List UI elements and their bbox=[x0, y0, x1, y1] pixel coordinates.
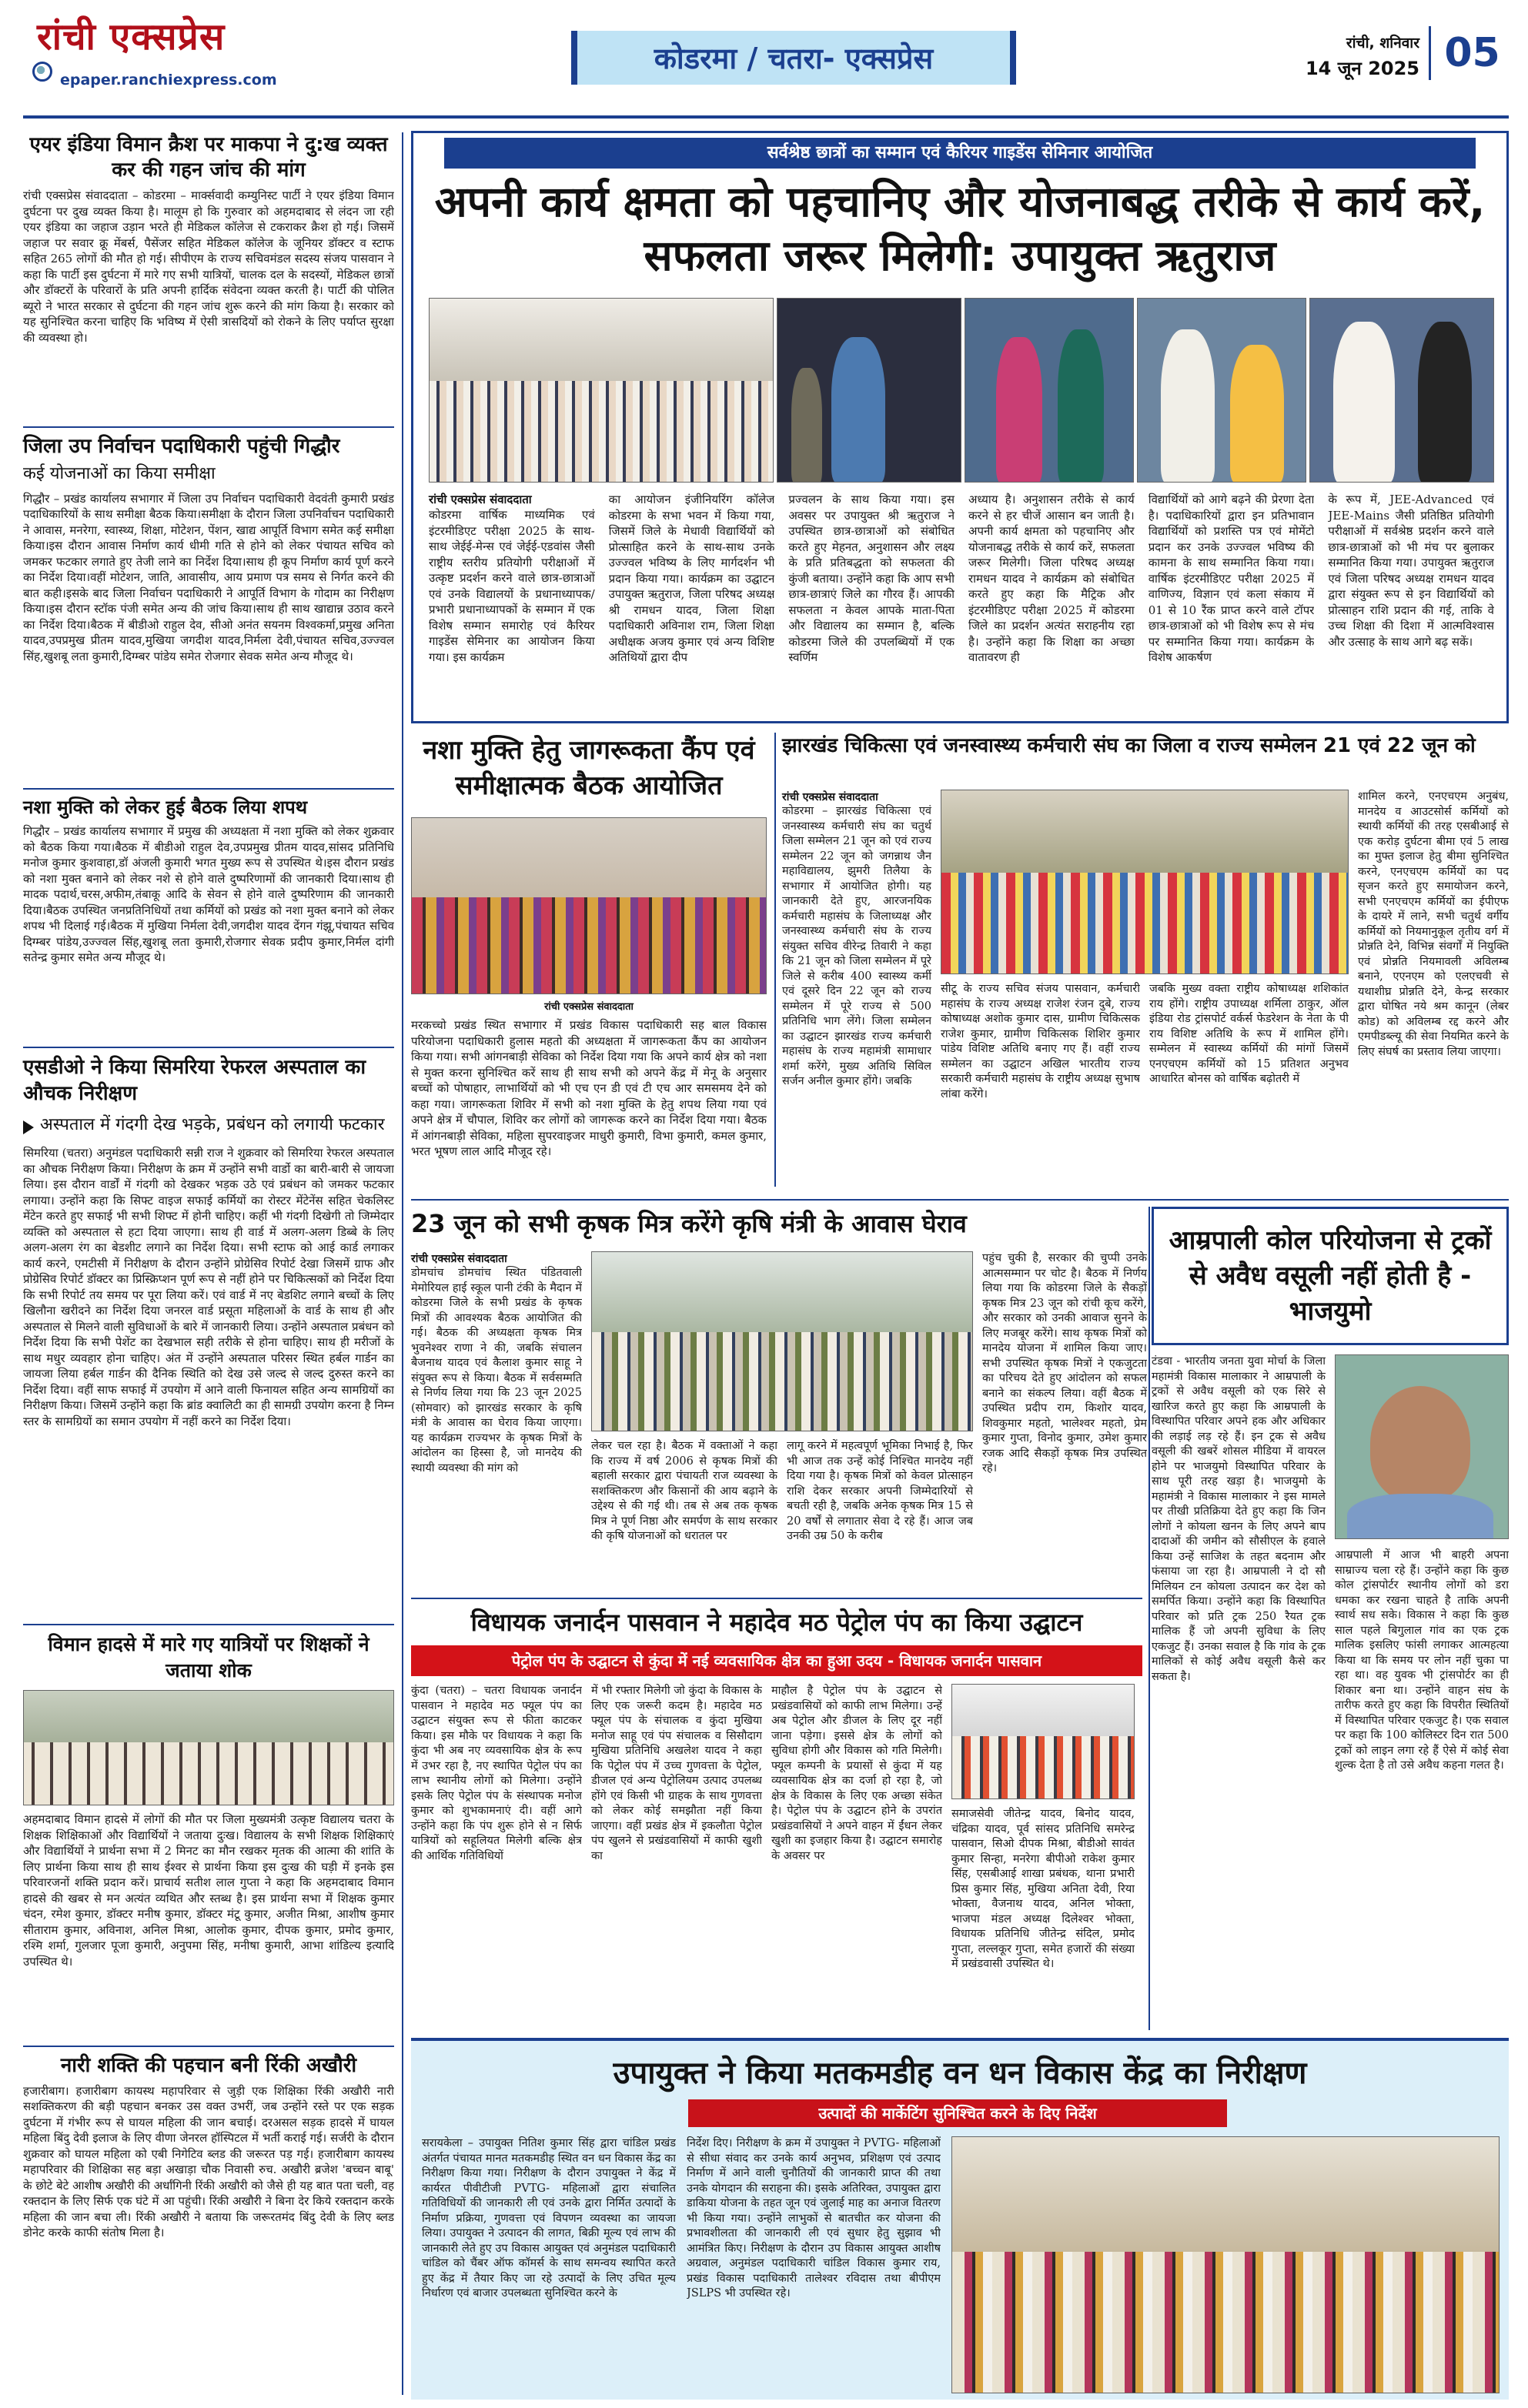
column-rule bbox=[1149, 1207, 1150, 2030]
sidebar-story-6 bbox=[23, 2053, 394, 2399]
masthead-rule bbox=[23, 115, 1509, 119]
krishak-story bbox=[411, 1207, 1147, 1591]
lead-col-6: के रूप में, JEE-Advanced एवं JEE-Mains जैसी प्रतिष्ठित प्रतियोगी परीक्षाओं में सर्वश्रेष्ठ प्रदर्शन करने वाले छात्र-छात्राओं को भी मंच पर बुलाकर सम्मानित किया गया। उपायुक्त ऋतुराज एवं जिला परिषद अध्यक्ष रामधन यादव द्वारा संयुक्त रूप से इन विद्यार्थियों को प्रोत्साहन राशि प्रदान की गई, ताकि वे उच्च शिक्षा की दिशा में आत्मविश्वास और उत्साह के साथ आगे बढ़ सकें। bbox=[1328, 493, 1495, 649]
lead-col-3: प्रज्वलन के साथ किया गया। इस अवसर पर उपायुक्त श्री ऋतुराज ने उपस्थित छात्र-छात्राओं को संबोधित करते हुए मेहनत, अनुशासन और लक्ष्य के प्रति प्रतिबद्धता को सफलता की कुंजी बताया। उन्होंने कहा कि आप सभी छात्र-छात्राएं जिले का गौरव हैं। आपकी सफलता न केवल आपके माता-पिता और विद्यालय का सम्मान है, बल्कि कोडरमा जिले की उपलब्धियों में एक स्वर्णिम bbox=[788, 493, 955, 664]
divider bbox=[23, 788, 394, 790]
petrol-col-3: माहौल है पेट्रोल पंप के उद्घाटन से प्रखंडवासियों को काफी लाभ मिलेगा। उन्हें अब पेट्रोल और डीजल के लिए दूर नहीं जाना पड़ेगा। इससे क्षेत्र के लोगों को सुविधा होगी और विकास को गति मिलेगी। फ्यूल कम्पनी के प्रयासों से कुंदा में यह व्यवसायिक क्षेत्र का दर्जा हो रहा है, जो क्षेत्र के विकास के लिए एक अच्छा संकेत है। पेट्रोल पंप के उद्घाटन होने के उपरांत प्रखंडवासियों ने अपने वाहन में ईंधन लेकर खुशी का इजहार किया है। उद्घाटन समारोह के अवसर पर bbox=[771, 1685, 942, 1862]
sidebar-story-2-title: जिला उप निर्वाचन पदाधिकारी पहुंची गिद्धौर bbox=[23, 435, 340, 458]
lead-headline: अपनी कार्य क्षमता को पहचानिए और योजनाबद्ध तरीके से कार्य करें, सफलता जरूर मिलेगी: उपायुक्त ऋतुराज bbox=[434, 177, 1486, 280]
issue-date: 14 जून 2025 bbox=[1305, 58, 1419, 79]
petrol-col-2: में भी रफ्तार मिलेगी जो कुंदा के विकास के लिए एक जरूरी कदम है। महादेव मठ फ्यूल पंप के संचालक व कुंदा मुखिया मनोज साहू एवं पंप संचालक व सिसौदाग मुखिया प्रतिनिधि अखलेश यादव ने कहा कि पेट्रोल पंप में उच्च गुणवत्ता के पेट्रोल, डीजल एवं अन्य पेट्रोलियम उत्पाद उपलब्ध होंगे एवं किसी भी ग्राहक के साथ गुणवत्ता को लेकर कोई समझौता नहीं किया जाएगा। वहीं प्रखंड क्षेत्र में इकलौता पेट्रोल पंप खुलने से प्रखंडवासियों में काफी खुशी का bbox=[591, 1685, 762, 1862]
lead-col-5: विद्यार्थियों को आगे बढ़ने की प्रेरणा देता है। पदाधिकारियों द्वारा इन प्रतिभावान विद्यार्थियों को प्रशस्ति पत्र एवं मोमेंटो प्रदान कर उनके उज्ज्वल भविष्य की कामना के साथ सम्मानित किया गया। वार्षिक इंटरमीडिएट परीक्षा 2025 में वाणिज्य, विज्ञान एवं कला संकाय में 01 से 10 रैंक प्राप्त करने वाले टॉपर छात्र-छात्राओं को भी विशेष रूप से मंच पर सम्मानित किया गया। कार्यक्रम के विशेष आकर्षण bbox=[1148, 493, 1315, 664]
krishak-col-4: पहुंच चुकी है, सरकार की चुप्पी उनके आत्मसम्मान पर चोट है। बैठक में निर्णय लिया गया कि कोडरमा जिले के सैकड़ों कृषक मित्र 23 जून को रांची कूच करेंगे, और सरकार को उनकी आवाज सुनने के लिए मजबूर करेंगे। साथ कृषक मित्रों को मानदेय योजना में शामिल किया जाए। सभी उपस्थित कृषक मित्रों ने एकजुटता का परिचय देते हुए आंदोलन को सफल बनाने का संकल्प लिया। वहीं बैठक में उपस्थित प्रदीप राम, किशोर यादव, शिवकुमार महतो, भालेश्वर महतो, प्रेम कुमार गुप्ता, विनोद कुमार, उमेश कुमार रजक आदि सैकड़ों कृषक मित्र उपस्थित रहे। bbox=[982, 1252, 1147, 1475]
page-number: 05 bbox=[1429, 26, 1513, 80]
sidebar-story-1-title: एयर इंडिया विमान क्रैश पर माकपा ने दु:ख व्यक्त कर की गहन जांच की मांग bbox=[29, 133, 388, 182]
krishak-headline: 23 जून को सभी कृषक मित्र करेंगे कृषि मंत्री के आवास घेराव bbox=[411, 1209, 967, 1238]
jharkhand-col-1: कोडरमा – झारखंड चिकित्सा एवं जनस्वास्थ्य कर्मचारी संघ का चतुर्थ जिला सम्मेलन 21 जून को एवं राज्य सम्मेलन 22 जून को जगन्नाथ जैन महाविद्यालय, झुमरी तिलैया के सभागार में आयोजित होगी। यह जानकारी देते हुए, आरजनयिक कर्मचारी महासंघ के जिलाध्यक्ष और जनस्वास्थ्य कर्मचारी संघ के राज्य संयुक्त सचिव वीरेन्द्र तिवारी ने कहा कि 21 जून को जिला सम्मेलन में पूरे जिले से करीब 400 स्वास्थ्य कर्मी एवं दूसरे दिन 22 जून को राज्य सम्मेलन में पूरे राज्य से 500 प्रतिनिधि भाग लेंगे। जिला सम्मेलन का उद्घाटन झारखंड राज्य कर्मचारी महासंघ के राज्य महामंत्री सामाधार शर्मा करेंगे, मुख्य अतिथि सिविल सर्जन अनील कुमार होंगे। जबकि bbox=[782, 805, 931, 1087]
nasha-story bbox=[411, 733, 767, 1194]
sidebar-story-5-title: विमान हादसे में मारे गए यात्रियों पर शिक्षकों ने जताया शोक bbox=[48, 1633, 369, 1682]
sidebar-story-4-subtitle-row bbox=[23, 1113, 394, 1137]
sidebar-story-5 bbox=[23, 1631, 394, 2035]
lead-col-4: अध्याय है। अनुशासन तरीके से कार्य करने से हर चीजें आसान बन जाती है। अपनी कार्य क्षमता को पहचानिए और योजनाबद्ध तरीके से कार्य करें, सफलता जरूर मिलेगी। जिला परिषद अध्यक्ष रामधन यादव ने कार्यक्रम को संबोधित करते हुए कहा कि मैट्रिक और इंटरमीडिएट परीक्षा 2025 में कोडरमा जिले का प्रदर्शन अत्यंत सराहनीय रहा है। उन्होंने कहा कि शिक्षा का अच्छा वातावरण ही bbox=[968, 493, 1135, 664]
city-day: रांची, शनिवार bbox=[1346, 35, 1419, 52]
amrapali-col-2: आम्रपाली में आज भी बाहरी अपना साम्राज्य चला रहे हैं। उन्होंने कहा कि कुछ कोल ट्रांसपोर्टर स्थानीय लोगों को डरा धमका कर रखना चाहते है ताकि अपनी स्वार्थ सध सके। विकास ने कहा कि कुछ साल पहले बिगुलाल गांव का एक ट्रक मालिक इसलिए फांसी लगाकर आत्महत्या किया था कि समय पर लोन नहीं चुका पा रहा था। वह युवक भी ट्रांसपोर्टर का ही शिकार बना था। उन्होंने वाहन संघ के तारीफ करते हुए कहा कि विपरीत स्थितियों में विस्थापित परिवार एकजुट है। एक सवाल पर कहा कि 100 कोलिस्टर दिन रात 500 ट्रकों को लाइन लगा रहे हैं ऐसे में कोई सेवा शुल्क देता है तो उसे अवैध कहना गलत है। bbox=[1335, 1549, 1509, 1772]
lead-photo-award-2 bbox=[1137, 298, 1306, 483]
vandhan-story bbox=[411, 2038, 1509, 2400]
sidebar-story-2-body: गिद्धौर – प्रखंड कार्यालय सभागार में जिला उप निर्वाचन पदाधिकारी वेदवंती कुमारी प्रखंड पदाधिकारियों के साथ समीक्षा बैठक किया।समीक्षा के दौरान जिला उपनिर्वाचन पदाधिकारी ने आवास, मनरेगा, स्वास्थ्य, शिक्षा, मोटेशन, पेंशन, खाद्य आपूर्ति विभाग समेत कई समीक्षा किया।इस दौरान आवास निर्माण कार्य धीमी गति से होने को लेकर पंचायत सचिव को जमकर फटकार लगाते हुए तेजी लाने का निर्देश दिया।साथ ही कूप निर्माण कार्य पूर्ण करने का निर्देश दिया।वहीं मोटेशन, जाति, आवासीय, आय प्रमाण पत्र समय से निर्गत करने की बात कही।इसके बाद जिला निर्वाचन पदाधिकारी ने आपूर्ति विभाग के गोदाम का निरीक्षण किया।इस दौरान स्टॉक पंजी समेत अन्य की जांच किया।साथ ही साथ खाद्यान्न उठाव करने का निर्देश दिया।बैठक में बीडीओ राहुल देव, सीओ अनंत सयनम विश्वकर्मा,प्रमुख अनिता यादव,उपप्रमुख प्रीतम यादव,मुखिया जगदीश यादव,निर्मला देवी,पंचायत सचिव,उज्ज्वल सिंह,खुशबू लता कुमारी,दिग्म्बर पांडेय समेत रोजगार सेवक समेत अन्य मौजूद थे। bbox=[23, 491, 394, 663]
lead-byline: रांची एक्सप्रेस संवाददाता bbox=[429, 493, 532, 506]
lead-photo-auditorium bbox=[429, 298, 774, 483]
divider bbox=[23, 426, 394, 428]
krishak-col-3: लागू करने में महत्वपूर्ण भूमिका निभाई है, फिर भी आज तक उन्हें कोई निश्चित मानदेय नहीं दिया गया है। कृषक मित्रों को केवल प्रोत्साहन राशि देकर सरकार अपनी जिम्मेदारियों से बचती रही है, जबकि अनेक कृषक मित्र 15 से 20 वर्षों से लगातार सेवा दे रहे हैं। आज जब उनकी उम्र 50 के करीब bbox=[787, 1440, 973, 1542]
sidebar-story-4-subtitle: अस्पताल में गंदगी देख भड़के, प्रबंधन को लगायी फटकार bbox=[40, 1115, 385, 1134]
sidebar-story-6-body: हजारीबाग। हजारीबाग कायस्थ महापरिवार से जुड़ी एक शिक्षिका रिंकी अखौरी नारी सशक्तिकरण की बड़ी पहचान बनकर उस वक्त उभरीं, जब उन्होंने रस्ते पर एक सड़क दुर्घटना में गंभीर रूप से घायल महिला की जान बचाई। दरअसल सड़क हादसे में घायल महिला बिंदु देवी इलाज के लिए वीणा जेनरल हॉस्पिटल में भर्ती कराई गई। सर्जरी के दौरान शुक्रवार को घायल महिला को एबी निगेटिव ब्लड की जरूरत पड़ गई। हजारीबाग कायस्थ महापरिवार की शिक्षिका सह बड़ा अखाड़ा चौक निवासी रुच. अखौरी ब्रजेश 'बच्चन बाबू' के छोटे बेटे आशीष अखौरी की अर्धांगिनी रिंकी अखौरी को जैसे ही यह बात पता चली, वह रक्तदान के लिए सिर्फ एक घंटे में आ पहुंची। रिंकी अखौरी ने बिना देर किये रक्तदान करके महिला की जान बचा ली। रिंकी अखौरी ने बताया कि जरूरतमंद बिंदु देवी के लिए ब्लड डोनेट करके काफी संतोष मिला है। bbox=[23, 2083, 394, 2239]
sidebar-column-rule bbox=[402, 132, 403, 2395]
krishak-col-1: डोमचांच डोमचांच स्थित पंडितवाली मेमोरियल हाई स्कूल पानी टंकी के मैदान में कोडरमा जिले के सभी प्रखंड के कृषक मित्रों की आवश्यक बैठक आयोजित की गई। बैठक की अध्यक्षता कृषक मित्र भुवनेश्वर राणा ने की, जबकि संचालन बैजनाथ यादव एवं कैलाश कुमार साहू ने संयुक्त रूप से किया। बैठक में सर्वसम्मति से निर्णय लिया गया कि 23 जून 2025 (सोमवार) को झारखंड सरकार के कृषि मंत्री के आवास का घेराव किया जाएगा। यह कार्यक्रम राज्यभर के कृषक मित्रों के आंदोलन का हिस्सा है, जो मानदेय की स्थायी व्यवस्था की मांग को bbox=[411, 1267, 582, 1475]
lead-kicker bbox=[444, 138, 1476, 169]
divider bbox=[23, 1047, 394, 1048]
lead-photo-award-1 bbox=[965, 298, 1134, 483]
section-banner bbox=[571, 31, 1016, 85]
nasha-headline: नशा मुक्ति हेतु जागरूकता कैंप एवं समीक्षात्मक बैठक आयोजित bbox=[423, 735, 755, 801]
column-rule bbox=[774, 733, 776, 1187]
sidebar-story-4 bbox=[23, 1054, 394, 1616]
sidebar-story-3-title: नशा मुक्ति को लेकर हुई बैठक लिया शपथ bbox=[23, 797, 308, 818]
school-assembly-photo bbox=[23, 1690, 394, 1805]
vandhan-subtitle: उत्पादों की मार्केटिंग सुनिश्चित करने के दिए निर्देश bbox=[818, 2104, 1097, 2122]
petrol-banner-text: पेट्रोल पंप के उद्घाटन से कुंदा में नई व्यवसायिक क्षेत्र का हुआ उदय - विधायक जनार्दन पासवान bbox=[511, 1652, 1042, 1670]
globe-icon bbox=[32, 62, 52, 82]
masthead-logo bbox=[37, 11, 277, 89]
petrol-headline: विधायक जनार्दन पासवान ने महादेव मठ पेट्रोल पंप का किया उद्घाटन bbox=[470, 1608, 1083, 1637]
vandhan-col-2: निर्देश दिए। निरीक्षण के क्रम में उपायुक्त ने PVTG- महिलाओं से सीधा संवाद कर उनके कार्य अनुभव, प्रशिक्षण एवं उत्पाद निर्माण में आने वाली चुनौतियों की जानकारी प्राप्त की तथा उनके योगदान की सराहना की। इसके अतिरिक्त, उपायुक्त द्वारा डाकिया योजना के तहत जून एवं जुलाई माह का अनाज वितरण भी किया गया। उन्होंने लाभुकों से बातचीत कर योजना की प्रभावशीलता की जानकारी ली एवं सुधार हेतु सुझाव भी आमंत्रित किए। निरीक्षण के दौरान उप विकास आयुक्त आशीष अग्रवाल, अनुमंडल पदाधिकारी चांडिल विकास कुमार राय, प्रखंड विकास पदाधिकारी तालेश्वर रविदास तथा बीपीएम JSLPS भी उपस्थित रहे। bbox=[687, 2137, 941, 2299]
lead-col-2: का आयोजन इंजीनियरिंग कॉलेज कोडरमा के सभा भवन में किया गया, जिसमें जिले के मेधावी विद्यार्थियों को प्रोत्साहित करने के साथ-साथ उनके उज्ज्वल भविष्य के लिए मार्गदर्शन भी प्रदान किया गया। कार्यक्रम का उद्घाटन उपायुक्त ऋतुराज, जिला परिषद अध्यक्ष श्री रामधन यादव, जिला शिक्षा पदाधिकारी अविनाश राम, जिला शिक्षा अधीक्षक अजय कुमार एवं अन्य विशिष्ट अतिथियों द्वारा दीप bbox=[608, 493, 775, 664]
jharkhand-col-2: सीटू के राज्य सचिव संजय पासवान, कर्मचारी महासंघ के राज्य अध्यक्ष राजेश रंजन दुबे, राज्य कोषाध्यक्ष अशोक कुमार दास, ग्रामीण चिकित्सक राजेश कुमार, ग्रामीण चिकित्सक शिशिर कुमार पांडेय विशिष्ट अतिथि बनाए गए हैं। वहीं राज्य सम्मेलन का उद्घाटन अखिल भारतीय राज्य सरकारी कर्मचारी महासंघ के राष्ट्रीय अध्यक्ष सुभाष लांबा करेंगे। bbox=[941, 983, 1140, 1100]
vandhan-headline: उपायुक्त ने किया मतकमडीह वन धन विकास केंद्र का निरीक्षण bbox=[613, 2056, 1307, 2091]
jharkhand-col-4: शामिल करने, एनएचएम अनुबंध, मानदेय व आउटसोर्स कर्मियों को स्थायी कर्मियों की तरह एसबीआई से एक करोड़ दुर्घटना बीमा एवं 5 लाख का मुफ्त इलाज हेतु बीमा सुनिश्चित करने, एनएचएम कर्मियों का पद सृजन करते हुए समायोजन करने, सभी एनएचएम कर्मियों का ईपीएफ के दायरे में लाने, सभी चतुर्थ वर्गीय कर्मियों को नियमानुकूल तृतीय वर्ग में प्रोन्नति देने, विभिन्न संवर्गों में नियुक्ति एवं प्रोन्नति नियमावली अविलम्ब बनाने, एएनएम को एलएचवी से यथाशीघ्र प्रोन्नति देने, केन्द्र सरकार द्वारा घोषित नये श्रम कानून (लेबर कोड) को अविलम्ब रद्द करने और एमपीडब्ल्यू की सेवा नियमित करने के लिए संघर्ष का प्रस्ताव लिया जाएगा। bbox=[1358, 790, 1509, 1058]
sidebar-story-3-body: गिद्धौर – प्रखंड कार्यालय सभागार में प्रमुख की अध्यक्षता में नशा मुक्ति को लेकर शुक्रवार को बैठक किया गया।बैठक में बीडीओ राहुल देव,उपप्रमुख प्रीतम यादव,सांसद प्रतिनिधि मनोज कुमार कुशवाहा,डॉ अंजली कुमारी भगत मुख्य रूप से उपस्थित थे।इस दौरान प्रखंड को नशा मुक्त बनाने को लेकर नशे से होने वाले दुष्परिणामों की जानकारी दिया।साथ ही मादक पदार्थ,चरस,अफीम,तंबाकू आदि के सेवन से होने वाले दुष्परिणाम की जानकारी दिया।बैठक उपस्थित जनप्रतिनिधियों तथा कर्मियों को प्रखंड को नशा मुक्त बनाने को लेकर शपथ भी दिलाई गई।बैठक में मुखिया निर्मला देवी,जगदीश यादव देंगन गंझू,पंचायत सचिव दिग्म्बर पांडेय,उज्ज्वल सिंह,खुशबू लता कुमारी,रोजगार सेवक प्रदीप कुमार,निर्मल दांगी सतेन्द्र कुमार समेत अन्य मौजूद थे। bbox=[23, 824, 394, 964]
logo-text: रांची एक्सप्रेस bbox=[37, 15, 226, 58]
petrol-col-4: समाजसेवी जीतेन्द्र यादव, बिनोद यादव, चंद्रिका यादव, पूर्व सांसद प्रतिनिधि समरेन्द्र पासवान, सिओ दीपक मिश्रा, बीडीओ सावंत कुमार सिन्हा, मनरेगा बीपीओ राकेश कुमार सिंह, एसबीआई शाखा प्रबंधक, थाना प्रभारी प्रिस कुमार सिंह, मुखिया अनिता देवी, रिया भोक्ता, वैजनाथ यादव, अनिल भोक्ता, भाजपा मंडल अध्यक्ष दिलेश्वर भोक्ता, विधायक प्रतिनिधि जीतेन्द्र संदिल, प्रमोद गुप्ता, लल्लकूर गुप्ता, समेत हजारों की संख्या में प्रखंडवासी उपस्थित थे। bbox=[951, 1808, 1135, 1970]
lead-story bbox=[411, 131, 1509, 723]
lead-photo-stage bbox=[777, 298, 961, 483]
jharkhand-photo bbox=[941, 790, 1349, 974]
petrol-banner bbox=[411, 1645, 1142, 1676]
jharkhand-byline: रांची एक्सप्रेस संवाददाता bbox=[782, 791, 878, 803]
sidebar-story-2 bbox=[23, 434, 394, 768]
sidebar-story-4-title: एसडीओ ने किया सिमरिया रेफरल अस्पताल का औचक निरीक्षण bbox=[23, 1056, 366, 1105]
amrapali-col-1: टंडवा - भारतीय जनता युवा मोर्चा के जिला महामंत्री विकास मालाकार ने आम्रपाली के ट्रकों से अवैध वसूली को एक सिरे से खारिज करते हुए कहा कि आम्रपाली के विस्थापित परिवार अपने हक और अधिकार की लड़ाई लड़ रहे हैं। इन ट्रक से अवैध वसूली की खबरें शोसल मीडिया में वायरल होने पर भाजयुमो विस्थापित परिवार के साथ पूरी तरह खड़ा है। भाजयुमो के महामंत्री ने विकास मालाकार ने इस मामले पर तीखी प्रतिक्रिया देते हुए कहा कि जिन लोगों ने कोयला खनन के लिए अपने बाप दादाओं की जमीन को सौसीएल के हवाले किया उन्हें साजिश के तहत बदनाम और फंसाया जा रहा है। आम्रपाली ने दो सौ मिलियन टन कोयला उत्पादन कर देश को समर्पित किया। उन्होंने कहा कि विस्थापित परिवार को प्रति ट्रक 250 रैयत ट्रक मालिक हैं जो अपनी सुविधा के लिए एकजुट हैं। उनका सवाल है कि गांव के ट्रक मालिकों से कोई अवैध वसूली कैसे कर सकता है। bbox=[1152, 1355, 1326, 1683]
lead-photo-award-3 bbox=[1309, 298, 1494, 483]
divider bbox=[23, 1624, 394, 1625]
nasha-photo-caption: रांची एक्सप्रेस संवाददाता bbox=[544, 1001, 634, 1013]
sidebar-story-5-body: अहमदाबाद विमान हादसे में लोगों की मौत पर जिला मुख्यमंत्री उत्कृष्ट विद्यालय चतरा के शिक्षक शिक्षिकाओं और विद्यार्थियों ने जताया दुःख। विद्यालय के सभी शिक्षक शिक्षिकाएं और विद्यार्थियों ने प्रार्थना सभा में 2 मिनट का मौन रखकर मृतक की आत्मा की शांति के लिए प्रार्थना किया साथ ही साथ ईश्वर से प्रार्थना किया इस दुःख की घड़ी में इनके इस परिवारजनों शक्ति प्रदान करें। प्राचार्य सतीश लाल गुप्ता ने कहा कि अहमदाबाद विमान हादसे की खबर से मन अत्यंत व्यथित और स्तब्ध है। इस प्रार्थना सभा में शिक्षक कुमार चंदन, रमेश कुमार, डॉक्टर मनीष कुमार, डॉक्टर मंटू कुमार, अजीत मिश्रा, आशीष कुमार सीताराम कुमार, अविनाश, अनिल मिश्रा, आलोक कुमार, दीपक कुमार, प्रमोद कुमार, रश्मि शर्मा, गुलजार पूजा कुमारी, अनुपमा सिंह, मनीषा कुमारी, आभा शांडिल्य इत्यादि उपस्थित थे। bbox=[23, 1812, 394, 1969]
logo-url[interactable]: epaper.ranchiexpress.com bbox=[60, 72, 277, 89]
amrapali-story bbox=[1152, 1207, 1509, 2032]
amrapali-headline: आम्रपाली कोल परियोजना से ट्रकों से अवैध वसूली नहीं होती है - भाजयुमो bbox=[1169, 1225, 1492, 1327]
sidebar-story-1-body: रांची एक्सप्रेस संवाददाता – कोडरमा – मार्क्सवादी कम्युनिस्ट पार्टी ने एयर इंडिया विमान दुर्घटना पर दुख व्यक्त किया है। मालूम हो कि गुरुवार को अहमदाबाद से लंदन जा रही एयर इंडिया का जहाज उड़ान भरते ही मेडिकल कॉलेज से टकराकर क्रैश हो गई। जिसमें जहाज पर सवार क्रू मेंबर्स, पैसेंजर सहित मेडिकल कॉलेज के जूनियर डॉक्टर व स्टाफ सहित 265 लोगों की मौत हो गई। सीपीएम के राज्य सचिवमंडल सदस्य संजय पासवान ने कहा कि पार्टी इस दुर्घटना में मारे गए सभी यात्रियों, चालक दल के सदस्यों, मेडिकल छात्रों और डॉक्टरों के परिवारों के प्रति अपनी हार्दिक संवेदना व्यक्त करती है। पार्टी की पोलित ब्यूरो ने भारत सरकार से दुर्घटना की गहन जांच शुरू करने की मांग किया है। सरकार को यह सुनिश्चित करना चाहिए कि भविष्य में ऐसी त्रासदियों को रोकने के लिए पर्याप्त सुरक्षा की व्यवस्था हो। bbox=[23, 189, 394, 345]
divider bbox=[411, 1598, 1142, 1599]
dateline bbox=[1304, 32, 1419, 81]
petrol-photo bbox=[951, 1684, 1135, 1799]
arrow-icon bbox=[23, 1121, 34, 1134]
krishak-byline: रांची एक्सप्रेस संवाददाता bbox=[411, 1253, 507, 1265]
lead-col-1: कोडरमा वार्षिक माध्यमिक एवं इंटरमीडिएट परीक्षा 2025 के साथ-साथ जेईई-मेन्स एवं जेईई-एडवांस जैसी राष्ट्रीय स्तरीय प्रतियोगी परीक्षाओं में उत्कृष्ट प्रदर्शन करने वाले छात्र-छात्राओं एवं उनके विद्यालयों के प्रधानाध्यापक/ प्रभारी प्रधानाध्यापकों के सम्मान में एक विशेष सम्मान समारोह एवं कैरियर गाइडेंस सेमिनार का आयोजन किया गया। इस कार्यक्रम bbox=[429, 508, 595, 664]
vandhan-subtitle-bar bbox=[688, 2099, 1227, 2127]
masthead bbox=[0, 0, 1528, 123]
lead-body bbox=[429, 492, 1494, 715]
divider bbox=[23, 2046, 394, 2047]
jharkhand-headline: झारखंड चिकित्सा एवं जनस्वास्थ्य कर्मचारी संघ का जिला व राज्य सम्मेलन 21 एवं 22 जून को bbox=[782, 734, 1476, 757]
petrol-col-1: कुंदा (चतरा) – चतरा विधायक जनार्दन पासवान ने महादेव मठ फ्यूल पंप का उद्घाटन संयुक्त रूप से फीता काटकर किया। इस मौके पर विधायक ने कहा कि कुंदा भी अब नए व्यवसायिक क्षेत्र के रूप में उभर रहा है, नए स्थापित पेट्रोल पंप का लाभ स्थानीय लोगों को मिलेगा। उन्होंने इसके लिए पेट्रोल पंप के संस्थापक मनोज कुमार को शुभकामनाएं दी। वहीं आगे उन्होंने कहा कि पंप शुरू होने से न सिर्फ यात्रियों को सहूलियत मिलेगी बल्कि क्षेत्र की आर्थिक गतिविधियों bbox=[411, 1685, 582, 1862]
vandhan-col-1: सरायकेला – उपायुक्त नितिश कुमार सिंह द्वारा चांडिल प्रखंड अंतर्गत पंचायत मानत मतकमडीह स्थित वन धन विकास केंद्र का निरीक्षण किया गया। निरीक्षण के दौरान उपायुक्त ने केंद्र में कार्यरत पीवीटीजी PVTG- महिलाओं द्वारा संचालित गतिविधियों की जानकारी ली एवं उनके द्वारा निर्मित उत्पादों के निर्माण प्रक्रिया, गुणवत्ता एवं विपणन व्यवस्था का जायजा लिया। उपायुक्त ने उत्पादन की लागत, बिक्री मूल्य एवं लाभ की जानकारी लेते हुए उप विकास आयुक्त एवं अनुमंडल पदाधिकारी चांडिल को चैंबर ऑफ कॉमर्स के साथ समन्वय स्थापित करते हुए केंद्र में तैयार किए जा रहे उत्पादों के लिए उचित मूल्य निर्धारण एवं बाजार उपलब्धता सुनिश्चित करने के bbox=[422, 2137, 676, 2299]
sidebar-story-4-body: सिमरिया (चतरा) अनुमंडल पदाधिकारी सन्नी राज ने शुक्रवार को सिमरिया रेफरल अस्पताल का औचक निरीक्षण किया। निरीक्षण के क्रम में उन्होंने सभी वार्डो का बारी-बारी से जायजा लिया। इस दौरान वार्डों में गंदगी को देखकर भड़क उठे एवं प्रबंधन को जमकर फटकार लगाया। उन्होंने कहा कि सिफ्ट वाइज सफाई कर्मियों का रोस्टर मेंटेनेंस सहित चेकलिस्ट मेंटेन करते हुए सफाई भी सभी शिफ्ट में होनी चाहिए। कहीं भी गंदगी दिखेगी तो जिम्मेदार व्यक्ति को अस्पताल से हटा दिया जाएगा। साथ ही वार्ड में अलग-अलग डिब्बे के लिए अलग-अलग रंग का बेडशीट लगाने का निर्देश दिया। सभी स्टाफ को आई कार्ड लगाकर कार्य करने, एमटीसी में निरीक्षण के दौरान उन्होंने प्रोग्रेसिव रिपोर्ट देखा जिसमें ग्राफ और प्रोग्रेसिव रिपोर्ट डॉक्टर का प्रिस्क्रिप्शन पूर्ण रूप से नहीं होने पर चिकित्सकों को निर्देश दिया कि सभी रिपोर्ट तय समय पर पूरा लिया करें। एवं वार्ड में नए बेडशिट लगाने बच्चों के लिए खिलौना खरीदने का निर्देश दिया जनरल वार्ड प्रसूता महिलाओं के वार्ड के साथ ही और अस्पताल से मिलने वाली सुविधाओं के बारे में जानकारी लिया। उन्होंने अस्पताल प्रबंधन को निर्देश दिया कि सभी पेशेंट का देखभाल सही तरीके से होना चाहिए। साथ ही मरीजों के साथ मधुर व्यवहार होना चाहिए। अंत में उन्होंने अस्पताल परिसर स्थित हर्बल गार्डन का जायजा लिया हर्बल गार्डन की दैनिक स्थिति को देख उसे जल्द से जल्द दुरुस्त करने का निर्देश दिया। वहीं साफ सफाई में उपयोग में आने वाली फिनायल सहित अन्य सामग्रियों का निरीक्षण किया। जिसमें उन्होंने कहा कि ब्रांड क्वालिटी का ही सामग्री उपयोग करना है निम्न स्तर के सामग्रियों का समान उपयोग में नहीं करने का निर्देश दिया। bbox=[23, 1146, 394, 1428]
krishak-col-2: लेकर चल रहा है। बैठक में वक्ताओं ने कहा कि राज्य में वर्ष 2006 से कृषक मित्रों की बहाली सरकार द्वारा पंचायती राज व्यवस्था के सशक्तिकरण और किसानों की आय बढ़ाने के उद्देश्य से की गई थी। तब से अब तक कृषक मित्र ने पूर्ण निष्ठा और समर्पण के साथ सरकार की कृषि योजनाओं को धरातल पर bbox=[591, 1440, 777, 1542]
divider bbox=[411, 1199, 1509, 1201]
jharkhand-col-3: जबकि मुख्य वक्ता राष्ट्रीय कोषाध्यक्ष शशिकांत राय होंगे। राष्ट्रीय उपाध्यक्ष शर्मिला ठाकुर, ऑल इंडिया रोड ट्रांसपोर्ट वर्कर्स फेडरेशन के नेता के पी राय विशिष्ट अतिथि के रूप में शामिल होंगे। सम्मेलन में स्वास्थ्य कर्मियों की मांगों जिसमें एनएचएम कर्मियों को 15 प्रतिशत अनुभव आधारित बोनस को वार्षिक बढ़ोतरी में bbox=[1149, 983, 1349, 1085]
section-title: कोडरमा / चतरा- एक्सप्रेस bbox=[654, 42, 934, 75]
vandhan-photo bbox=[951, 2136, 1500, 2393]
sidebar-story-6-title: नारी शक्ति की पहचान बनी रिंकी अखौरी bbox=[60, 2054, 357, 2077]
nasha-body: मरकच्चो प्रखंड स्थित सभागार में प्रखंड विकास पदाधिकारी सह बाल विकास परियोजना पदाधिकारी हुलास महतो की अध्यक्षता में जागरूकता कैंप का आयोजन किया गया। सभी आंगनबाड़ी सेविका को निर्देश दिया गया कि अपने कार्य क्षेत्र को नशा से मुक्त करना सुनिश्चित करें साथ ही साथ सभी को अपने केंद्र में मेनू के अनुसार बच्चों को पोषाहार, लाभार्थियों को भी एच एन डी एवं टी एच आर समसमय देने को कहा गया। जागरूकता शिविर में सभी को नशा मुक्ति के हेतु शपथ लिया गया एवं अपने क्षेत्र में चौपाल, शिविर कर लोगों को जागरूक करने का निर्देश दिया गया। बैठक में आंगनबाड़ी सेविका, महिला सुपरवाइजर माधुरी कुमारी, विभा कुमारी, कमल कुमार, भरत भूषण लाल आदि मौजूद रहे। bbox=[411, 1018, 767, 1158]
nasha-photo bbox=[411, 817, 767, 994]
lead-kicker-text: सर्वश्रेष्ठ छात्रों का सम्मान एवं कैरियर गाइडेंस सेमिनार आयोजित bbox=[767, 143, 1153, 162]
sidebar bbox=[23, 132, 394, 2395]
amrapali-headline-box bbox=[1152, 1207, 1509, 1345]
amrapali-portrait bbox=[1335, 1354, 1509, 1539]
jharkhand-story bbox=[782, 733, 1509, 1194]
sidebar-story-3 bbox=[23, 796, 394, 1044]
sidebar-story-2-subtitle: कई योजनाओं का किया समीक्षा bbox=[23, 464, 216, 483]
sidebar-story-1 bbox=[23, 132, 394, 416]
krishak-photo bbox=[591, 1251, 973, 1431]
petrol-story bbox=[411, 1605, 1142, 2029]
